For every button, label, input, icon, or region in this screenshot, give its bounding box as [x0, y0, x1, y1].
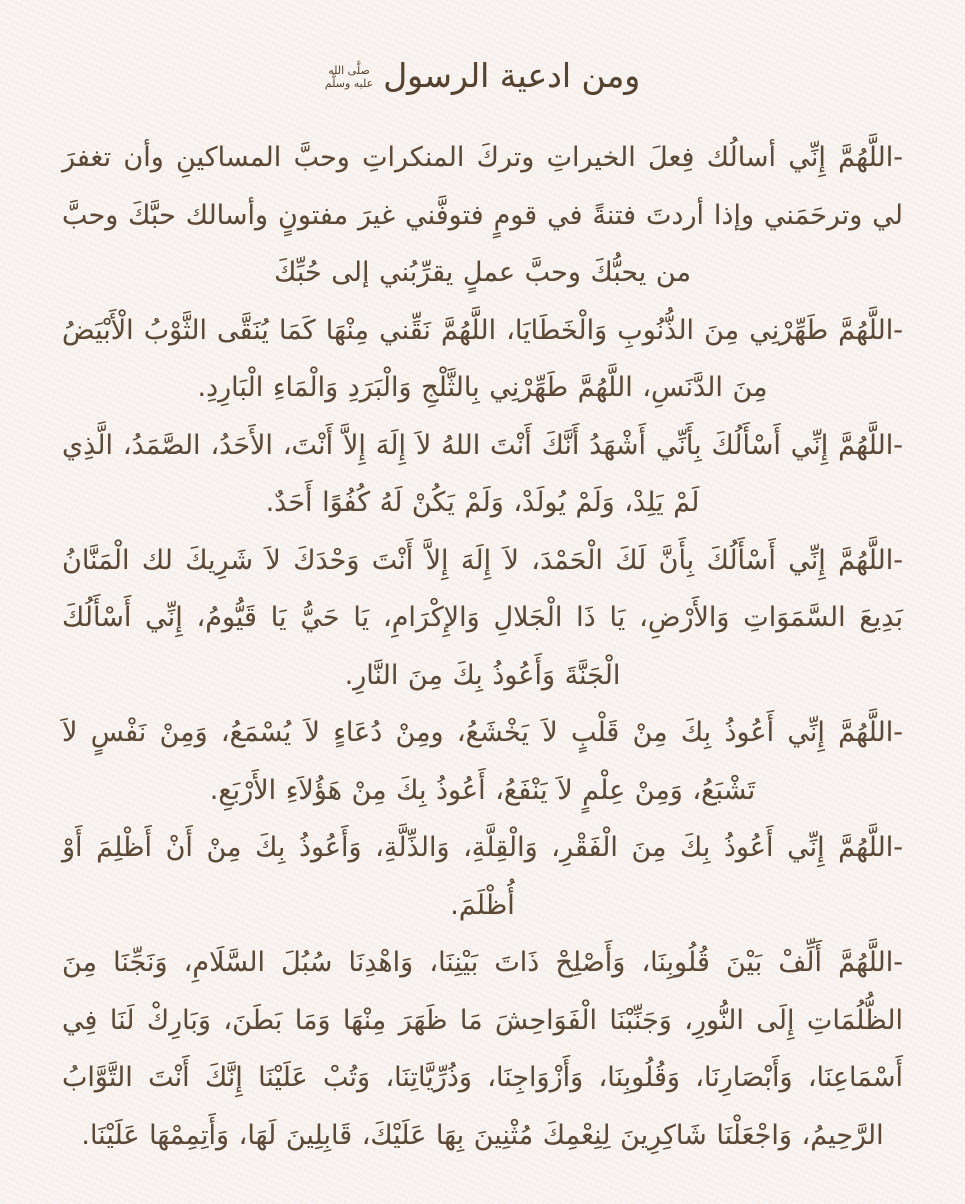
salutation-line1: صلَّى الله: [328, 63, 370, 77]
dua-paragraph-2: -اللَّهُمَّ طَهِّرْنِي مِنَ الذُّنُوبِ وَالْخَطَايَا، اللَّهُمَّ نَقِّني مِنْهَا كَمَا يُنَقَّى الثَّوْبُ الْأَبْيَضُ مِنَ الدَّنَسِ، اللَّهُمَّ طَهِّرْنِي بِالثَّلْجِ وَالْبَرَدِ وَالْمَاءِ الْبَارِدِ.: [62, 314, 903, 403]
dua-paragraph-7: -اللَّهُمَّ أَلِّفْ بَيْنَ قُلُوبِنَا، وَأَصْلِحْ ذَاتَ بَيْنِنَا، وَاهْدِنَا سُبُلَ السَّلَامِ، وَنَجِّنَا مِنَ الظُّلُمَاتِ إِلَى النُّورِ، وَجَنِّبْنَا الْفَوَاحِشَ مَا ظَهَرَ مِنْهَا وَمَا بَطَنَ، وَبَارِكْ لَنَا فِي أَسْمَاعِنَا، وَأَبْصَارِنَا، وَقُلُوبِنَا، وَأَزْوَاجِنَا، وَذُرِّيَّاتِنَا، وَتُبْ عَلَيْنَا إِنَّكَ أَنْتَ التَّوَّابُ الرَّحِيمُ، وَاجْعَلْنَا شَاكِرِينَ لِنِعْمِكَ مُثْنِينَ بِهَا عَلَيْكَ، قَابِلِينَ لَهَا، وَأَتِمِمْهَا عَلَيْنَا.: [62, 947, 903, 1151]
dua-paragraph-5: -اللَّهُمَّ إِنِّي أَعُوذُ بِكَ مِنْ قَلْبٍ لاَ يَخْشَعُ، ومِنْ دُعَاءٍ لاَ يُسْمَعُ، وَمِنْ نَفْسٍ لاَ تَشْبَعُ، وَمِنْ عِلْمٍ لاَ يَنْفَعُ، أَعُوذُ بِكَ مِنْ هَؤُلاَءِ الأَرْبَعِ.: [62, 717, 903, 806]
dua-paragraph-4: -اللَّهُمَّ إِنِّي أَسْأَلُكَ بِأَنَّ لَكَ الْحَمْدَ، لاَ إِلَهَ إِلاَّ أَنْتَ وَحْدَكَ لاَ شَرِيكَ لك الْمَنَّانُ بَدِيعَ السَّمَوَاتِ وَالأَرْضِ، يَا ذَا الْجَلالِ وَالإِكْرَامِ، يَا حَيُّ يَا قَيُّومُ، إِنِّي أَسْأَلُكَ الْجَنَّةَ وَأَعُوذُ بِكَ مِنَ النَّارِ.: [62, 544, 903, 691]
salutation-line2: عليه وسلَّم: [324, 76, 374, 90]
duas-body: [56, 129, 909, 1164]
page-title: [56, 56, 909, 95]
dua-paragraph-3: -اللَّهُمَّ إِنِّي أَسْأَلُكَ بِأَنِّي أَشْهَدُ أَنَّكَ أَنْتَ اللهُ لاَ إِلَهَ إِلاَّ أَنْتَ، الأَحَدُ، الصَّمَدُ، الَّذِي لَمْ يَلِدْ، وَلَمْ يُولَدْ، وَلَمْ يَكُنْ لَهُ كُفُوًا أَحَدٌ.: [62, 429, 903, 518]
dua-paragraph-1: -اللَّهُمَّ إِنِّي أسالُك فِعلَ الخيراتِ وتركَ المنكراتِ وحبَّ المساكينِ وأن تغفرَ لي وترحَمَني وإذا أردتَ فتنةً في قومٍ فتوفَّني غيرَ مفتونٍ وأسالك حبَّكَ وحبَّ من يحبُّكَ وحبَّ عملٍ يقرِّبُني إلى حُبِّكَ: [62, 142, 903, 288]
dua-paragraph-6: -اللَّهُمَّ إِنِّي أَعُوذُ بِكَ مِنَ الْفَقْرِ، وَالْقِلَّةِ، وَالذِّلَّةِ، وَأَعُوذُ بِكَ مِنْ أَنْ أَظْلِمَ أَوْ أُظْلَمَ.: [62, 832, 903, 921]
salutation-calligraphy-mark: [325, 65, 373, 90]
title-text: ومن ادعية الرسول: [383, 56, 641, 95]
